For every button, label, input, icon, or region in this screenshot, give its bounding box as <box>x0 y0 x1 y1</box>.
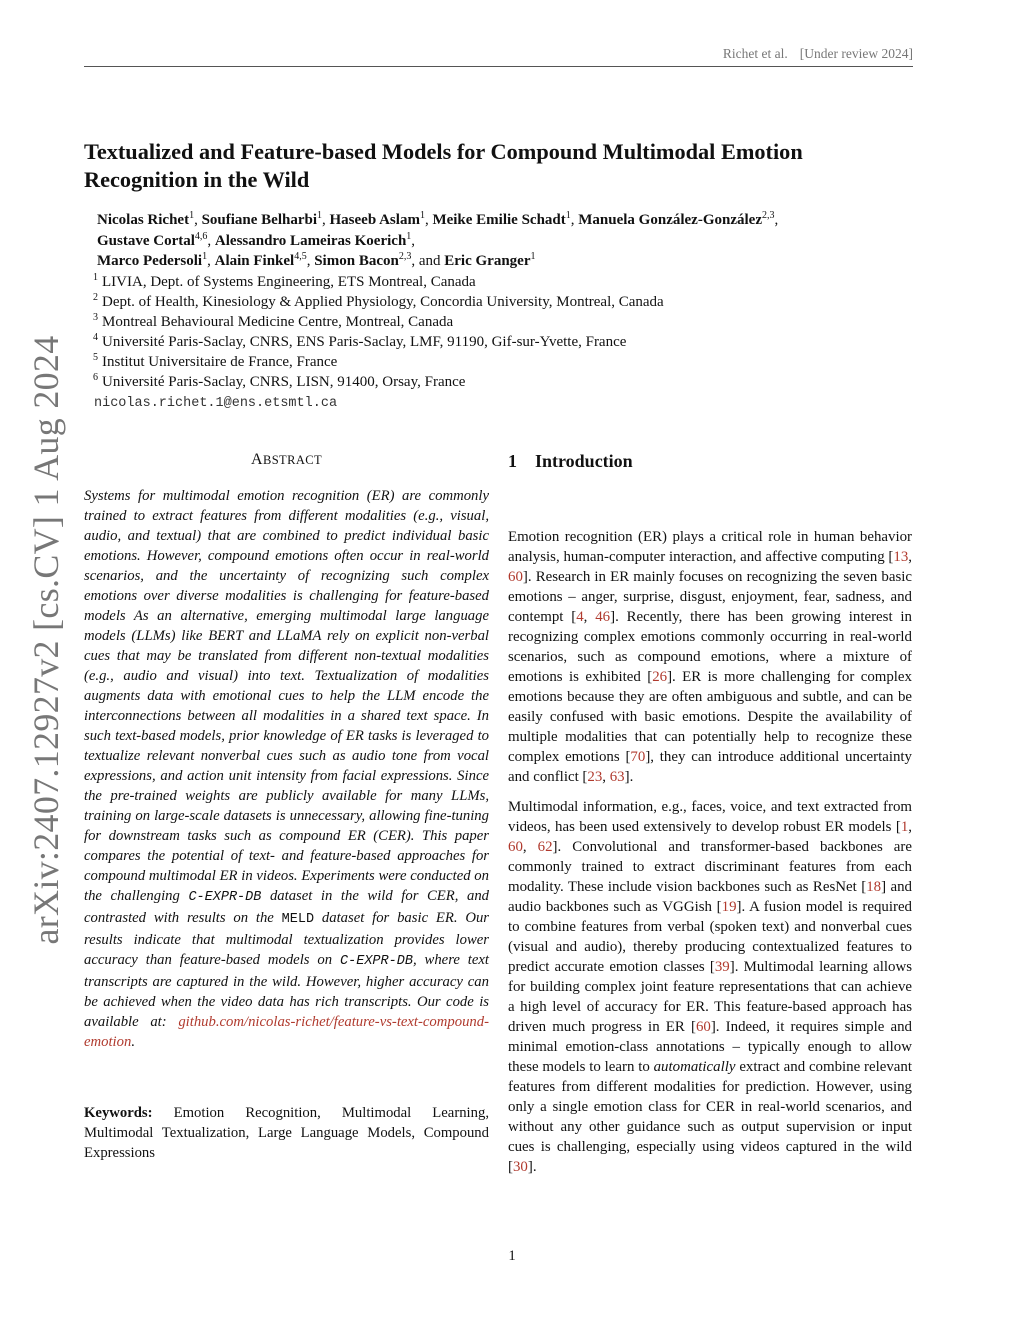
citation-link[interactable]: 13 <box>893 549 909 565</box>
affiliation-list <box>93 272 913 392</box>
author-name: Marco Pedersoli <box>97 253 203 269</box>
affiliation: $^6$ Université Paris-Saclay, CNRS, LISN, 91400, Orsay, France <box>93 372 466 390</box>
citation-link[interactable]: 4 <box>576 609 584 625</box>
author-affiliation-mark: 2,3 <box>761 210 775 221</box>
author-name: Soufiane Belharbi <box>201 212 318 228</box>
citation-link[interactable]: 46 <box>595 609 611 625</box>
arxiv-stamp: arXiv:2407.12927v2 [cs.CV] 1 Aug 2024 <box>26 335 66 945</box>
author-affiliation-mark: 1 <box>565 210 571 221</box>
citation-link[interactable]: 26 <box>652 669 668 685</box>
author-affiliation-mark: 2,3 <box>398 251 412 262</box>
header-rule <box>84 66 913 67</box>
paper-title: Textualized and Feature-based Models for Compound Multimodal Emotion Recognition in the Wild <box>84 139 803 192</box>
introduction-paragraph-1: Emotion recognition (ER) plays a critical role in human behavior analysis, human-computer interaction, and affective computing [13, 60]. Research in ER mainly focuses on recognizing the seven basic emotions – anger, surprise, disgust, enjoyment, fear, sadness, and contempt [4, 46]. Recently, there has been growing interest in recognizing complex emotions commonly occurring in real-world scenarios, such as compound emotions, where a mixture of emotions is exhibited [26]. ER is more challenging for complex emotions because they are often ambiguous and subtle, and can be easily confused with basic emotions. Despite the availability of multiple modalities that can potentially help to recognize these complex emotions [70], they can introduce additional uncertainty and conflict [23, 63]. <box>508 529 913 785</box>
dataset-name: C-EXPR-DB <box>340 954 413 969</box>
author-name: Alessandro Lameiras Koerich <box>214 232 407 249</box>
citation-link[interactable]: 30 <box>512 1159 528 1175</box>
citation-link[interactable]: 19 <box>721 899 737 915</box>
author-affiliation-mark: 1 <box>419 210 425 221</box>
running-head-authors: Richet et al. <box>722 46 788 61</box>
keywords-label: Keywords: <box>84 1105 153 1121</box>
affiliation: $^4$ Université Paris-Saclay, CNRS, ENS Paris-Saclay, LMF, 91190, Gif-sur-Yvette, France <box>93 332 627 350</box>
citation-link[interactable]: 60 <box>695 1019 711 1035</box>
author-affiliation-mark: 4,6 <box>194 230 208 242</box>
author-name: Haseeb Aslam <box>329 212 420 228</box>
author-affiliation-mark: 1 <box>317 210 323 221</box>
author-affiliation-mark: 1 <box>530 251 536 262</box>
author-affiliation-mark: 1 <box>406 230 412 242</box>
author-name: Gustave Cortal <box>97 232 195 249</box>
contact-email[interactable]: nicolas.richet.1@ens.etsmtl.ca <box>94 396 338 411</box>
code-link[interactable]: github.com/nicolas-richet/feature-vs-text-compound-emotion <box>84 1014 489 1050</box>
running-head <box>723 46 913 62</box>
citation-link[interactable]: 23 <box>587 769 603 785</box>
citation-link[interactable]: 1 <box>900 819 909 835</box>
introduction-body <box>508 527 912 1177</box>
author-name: Eric Granger <box>444 253 531 269</box>
affiliation: $^2$ Dept. of Health, Kinesiology & Applied Physiology, Concordia University, Montreal, Canada <box>93 292 664 310</box>
dataset-name: MELD <box>281 912 315 927</box>
dataset-name: C-EXPR-DB <box>188 890 262 905</box>
section-heading-introduction: 1 Introduction <box>508 451 633 471</box>
author-name: Alain Finkel <box>214 253 295 269</box>
page-number: 1 <box>508 1248 516 1264</box>
abstract-heading: ABSTRACT <box>250 451 323 468</box>
citation-link[interactable]: 18 <box>866 879 882 895</box>
author-affiliation-mark: 4,5 <box>294 251 307 262</box>
author-name: Simon Bacon <box>314 253 399 269</box>
citation-link[interactable]: 70 <box>630 749 646 765</box>
citation-link[interactable]: 63 <box>609 769 625 785</box>
citation-link[interactable]: 60 <box>508 839 523 855</box>
citation-link[interactable]: 60 <box>508 569 523 585</box>
affiliation: $^1$ LIVIA, Dept. of Systems Engineering, ETS Montreal, Canada <box>93 272 476 290</box>
abstract-body: Systems for multimodal emotion recognition (ER) are commonly trained to extract features from different modalities (e.g., visual, audio, and textual) that are combined to predict individual basic emotions. However, compound emotions often occur in real-world scenarios, and the uncertainty of recognizing such complex emotions over diverse modalities is challenging for feature-based models As an alternative, emerging multimodal large language models (LLMs) like BERT and LLaMA rely on explicit non-verbal cues that may be translated from different non-textual modalities (e.g., audio and visual) into text. Textualization of modalities augments data with emotional cues to help the LLM encode the interconnections between all modalities in a shared text space. In such text-based models, prior knowledge of ER tasks is leveraged to textualize relevant nonverbal cues such as audio tone from vocal expressions, and action unit intensity from facial expressions. Since the pre-trained weights are publicly available for many LLMs, training on large-scale datasets is unnecessary, allowing fine-tuning for downstream tasks such as compound ER (CER). This paper compares the potential of text- and feature-based approaches for compound multimodal ER in videos. Experiments were conducted on the challenging C-EXPR-DB dataset in the wild for CER, and contrasted with results on the MELD dataset for basic ER. Our results indicate that multimodal textualization provides lower accuracy than feature-based models on C-EXPR-DB, where text transcripts are captured in the wild. However, higher accuracy can be achieved when the video data has rich transcripts. Our code is available at: github.com/nicolas-richet/feature-vs-text-compound-emotion. <box>84 488 490 1050</box>
keywords-text: Emotion Recognition, Multimodal Learning, Multimodal Textualization, Large Language Models, Compound Expressions <box>84 1105 489 1161</box>
author-affiliation-mark: 1 <box>189 210 195 221</box>
citation-link[interactable]: 62 <box>537 839 553 855</box>
author-list: Nicolas Richet$^1$, Soufiane Belharbi$^1$, Haseeb Aslam$^1$, Meike Emilie Schadt$^1$, Manuela González-González$^{2,3}$, Gustave Cortal$^{4,6}$, Alessandro Lameiras Koerich$^1$, Marco Pedersoli$^1$, Alain Finkel$^{4,5}$, Simon Bacon$^{2,3}$, and Eric Granger$^1$ <box>97 210 779 269</box>
affiliation: $^3$ Montreal Behavioural Medicine Centre, Montreal, Canada <box>93 312 454 330</box>
citation-link[interactable]: 39 <box>714 959 730 975</box>
introduction-paragraph-2: Multimodal information, e.g., faces, voice, and text extracted from videos, has been used extensively to develop robust ER models [1, 60, 62]. Convolutional and transformer-based backbones are commonly trained to extract discriminant features from each modality. These include vision backbones such as ResNet [18] and audio backbones such as VGGish [19]. A fusion model is required to combine features from verbal (spoken text) and nonverbal cues (visual and audio), thereby producing contextualized features to predict accurate emotion classes [39]. Multimodal learning allows for building complex joint feature representations that can achieve a high level of accuracy for ER. This feature-based approach has driven much progress in ER [60]. Indeed, it requires simple and minimal emotion-class annotations – typically enough to allow these models to learn to automatically extract and combine relevant features from different modalities for prediction. However, using only a single emotion class for CER in real-world scenarios, and without any other guidance such as output supervision or input cues is challenging, especially using videos captured in the wild [30]. <box>508 799 913 1175</box>
author-name: Manuela González-González <box>578 212 762 228</box>
keywords <box>84 1103 489 1163</box>
affiliation: $^5$ Institut Universitaire de France, France <box>93 352 338 370</box>
author-affiliation-mark: 1 <box>202 251 208 262</box>
author-name: Meike Emilie Schadt <box>432 212 566 228</box>
author-name: Nicolas Richet <box>97 212 190 228</box>
running-head-status: [Under review 2024] <box>799 46 913 61</box>
